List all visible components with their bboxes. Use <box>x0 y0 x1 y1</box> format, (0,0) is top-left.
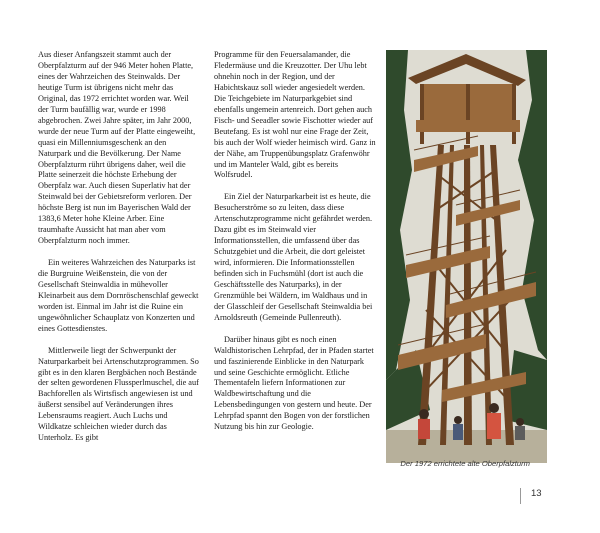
paragraph: Mittlerweile liegt der Schwerpunkt der Naturparkarbeit bei Artenschutzprogrammen. So gibt es in den klaren Bergbächen noch Bestände der selten gewordenen Flussperlmuschel, die auf Bachforellen als Wirtsfisch angewiesen ist und äußerst sensibel auf Veränderungen ihres Lebensraums reagiert. Auch Luchs und Wildkatze schleichen wieder durch das Unterholz. Es gibt <box>38 345 199 443</box>
paragraph: Ein weiteres Wahrzeichen des Naturparks ist die Burgruine Weißenstein, die von der Gesellschaft Steinwaldia in mühevoller Kleinarbeit aus dem Dornröschenschlaf geweckt worden ist. Einmal im Jahr ist die Ruine ein ungewöhnlicher Schauplatz von Konzerten und eines Gottesdienstes. <box>38 258 199 333</box>
photo-caption: Der 1972 errichtete alte Oberpfalzturm <box>400 459 530 468</box>
paragraph: Darüber hinaus gibt es noch einen Waldhistorischen Lehrpfad, der in Pfaden startet und faszinierende Einblicke in den Naturpark und seine Geschichte ermöglicht. Etliche Thementafeln liefern Informationen zur Waldbewirtschaftung und die Lebensbedingungen von gestern und heute. Der Lehrpfad spannt den Bogen von der forstlichen Nutzung bis hin zur Geologie. <box>214 334 374 432</box>
observation-tower-illustration <box>386 50 547 463</box>
tower-photo <box>386 50 547 463</box>
paragraph: Aus dieser Anfangszeit stammt auch der Oberpfalzturm auf der 946 Meter hohen Platte, eines der Wahrzeichen des Steinwalds. Der heutige Turm ist übrigens nicht mehr das Original, das 1972 errichtet worden war. Weil der Turm baufällig war, wurde er 1998 abgebrochen. Zwei Jahre später, im Jahr 2000, wurde der neue Turm auf der Platte eingeweiht, quasi ein Millenniumsgeschenk an den Naturpark und die Bevölkerung. Der Name Oberpfalzturm rührt übrigens daher, weil die Platte seinerzeit die höchste Erhebung der Oberpfalz war. Auch diesen Superlativ hat der Steinwald bei der Gebietsreform verloren. Der höchste Berg ist nun im Bayerischen Wald der 1383,6 Meter hohe Kleine Arber. Eine traumhafte Aussicht hat man aber vom Oberpfalzturm noch immer. <box>38 50 196 246</box>
page-number: 13 <box>531 488 542 499</box>
text-column-middle <box>214 50 376 433</box>
page-number-divider <box>520 488 521 504</box>
paragraph: Programme für den Feuersalamander, die Fledermäuse und die Kreuzotter. Der Uhu lebt ohnehin noch in der Region, und der Habichtskauz soll wieder angesiedelt werden. Die Teichgebiete im Naturparkgebiet sind ebenfalls ungemein artenreich. Dort gehen auch Fisch- und Seeadler sowie Fischotter wieder auf Beutefang. Es ist wohl nur eine Frage der Zeit, bis auch der Wolf wieder heimisch wird. Ganz in der Nähe, am Truppenübungsplatz Grafenwöhr und im Manteler Wald, gibt es bereits Wolfsrudel. <box>214 50 376 180</box>
text-column-left <box>38 50 200 444</box>
paragraph: Ein Ziel der Naturparkarbeit ist es heute, die Besucherströme so zu leiten, dass diese Artenschutzprogramme nicht gefährdet werden. Dazu gibt es im Steinwald vier Informationsstellen, die umfassend über das Schutzgebiet und die Arbeit, die dort geleistet wird, informieren. Die Informationsstellen befinden sich in Fuchsmühl (dort ist auch die Geschäftsstelle des Naturparks), in der Grenzmühle bei Wäldern, im Waldhaus und in der Glasschleif der Gesellschaft Steinwaldia bei Arnoldsreuth (Gemeinde Pullenreuth). <box>214 192 373 322</box>
